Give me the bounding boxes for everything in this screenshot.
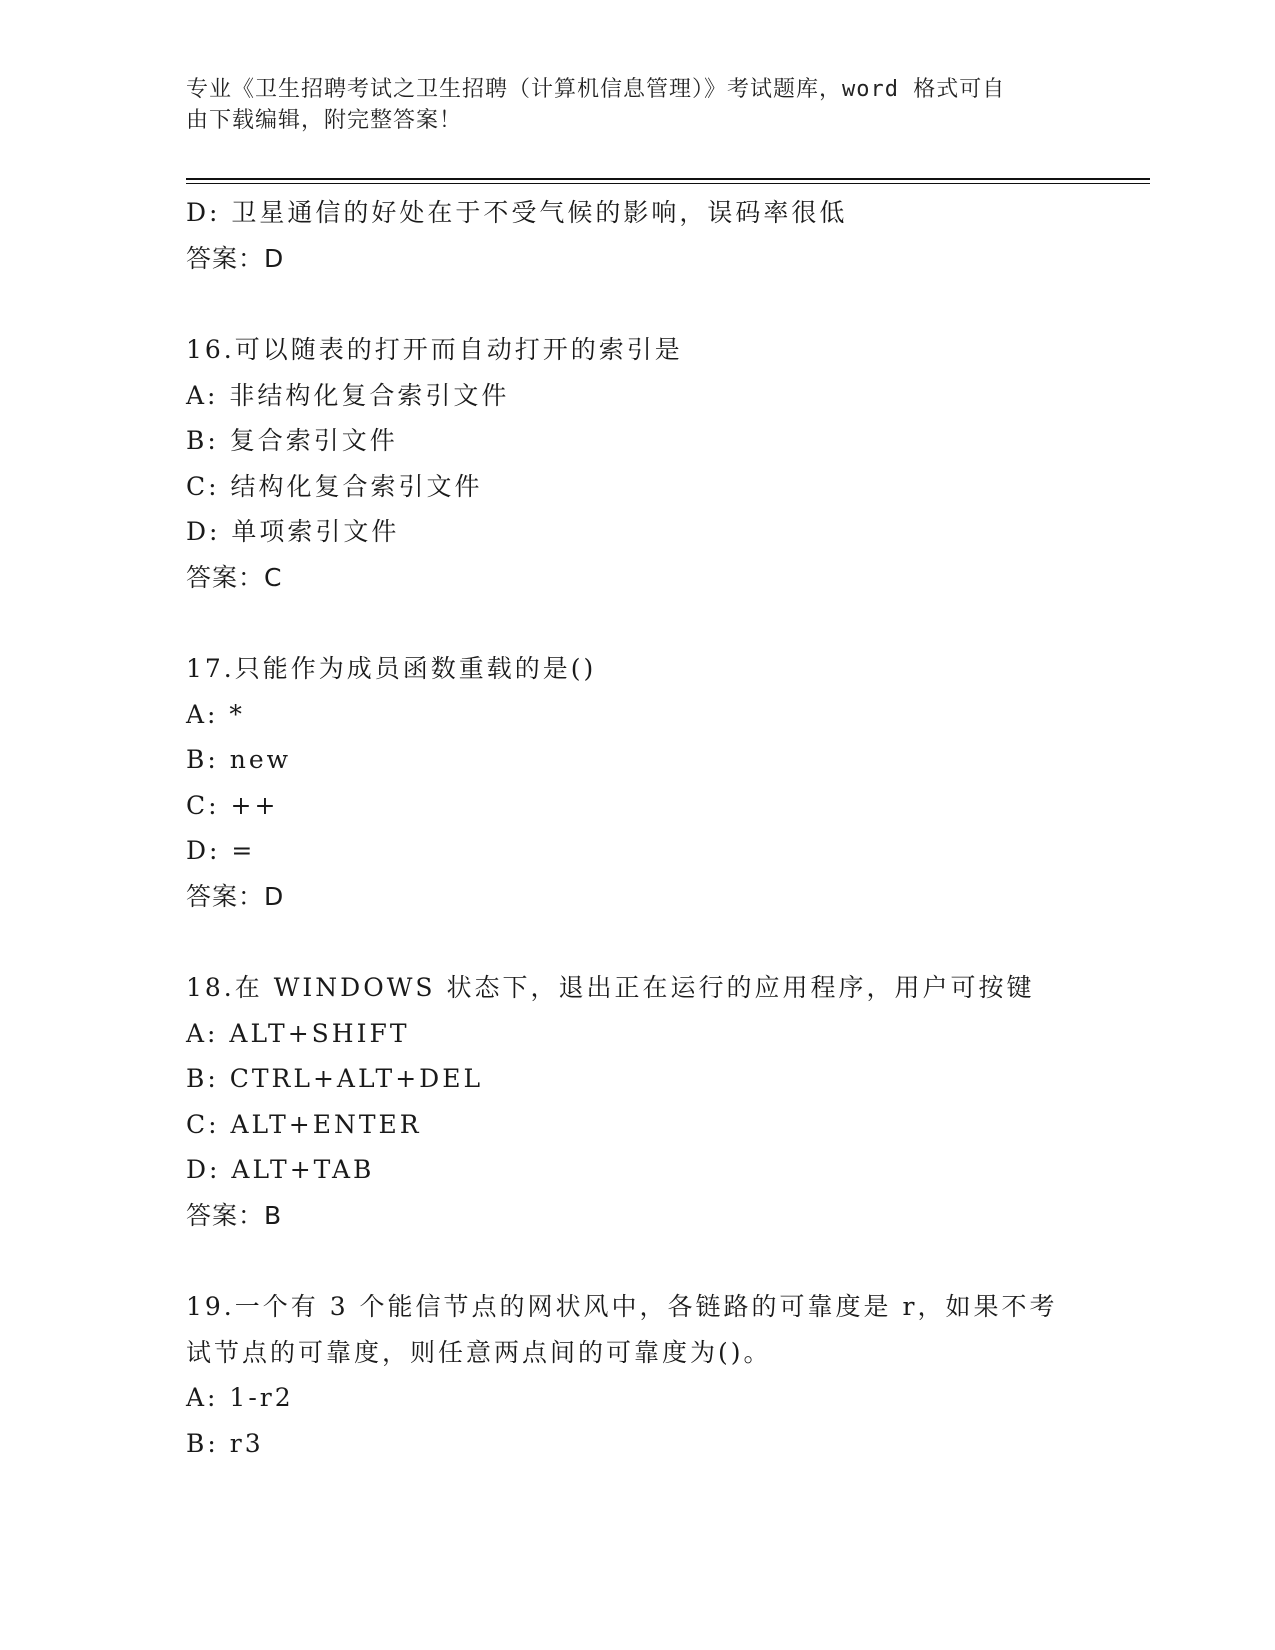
option-c: C: ALT+ENTER [186,1109,422,1139]
question-list [186,190,1086,1466]
question-18 [186,965,1086,1238]
option-d: D: = [186,836,256,865]
option-a: A: ALT+SHIFT [186,1018,410,1048]
question-stem: 17.只能作为成员函数重载的是() [186,654,597,683]
spacer [186,919,1086,965]
header-line-2: 由下载编辑，附完整答案！ [186,108,463,133]
document-header [186,74,1066,136]
spacer [186,281,1086,327]
header-line-1: 专业《卫生招聘考试之卫生招聘（计算机信息管理）》考试题库，word 格式可自 [186,77,1006,102]
header-divider-thick [186,178,1150,180]
question-17 [186,646,1086,919]
answer-line: 答案：D [186,243,285,273]
answer-line: 答案：D [186,881,285,911]
question-15-fragment [186,190,1086,281]
option-b: B: new [186,745,292,774]
option-d: D: 卫星通信的好处在于不受气候的影响，误码率很低 [186,198,848,227]
option-a: A: * [186,699,245,729]
answer-line: 答案：B [186,1200,283,1230]
question-stem: 18.在 WINDOWS 状态下，退出正在运行的应用程序，用户可按键 [186,973,1035,1002]
option-b: B: 复合索引文件 [186,426,398,455]
option-a: A: 1-r2 [186,1383,294,1412]
question-stem-line-1: 19.一个有 3 个能信节点的网状风中，各链路的可靠度是 r，如果不考 [186,1292,1058,1321]
question-stem: 16.可以随表的打开而自动打开的索引是 [186,335,683,364]
option-d: D: 单项索引文件 [186,517,400,546]
question-stem-line-2: 试节点的可靠度，则任意两点间的可靠度为()。 [186,1337,772,1367]
answer-line: 答案：C [186,562,283,592]
question-19 [186,1284,1086,1466]
option-a: A: 非结构化复合索引文件 [186,380,510,410]
option-c: C: ++ [186,790,279,820]
question-16 [186,327,1086,600]
header-divider-thin [186,183,1150,184]
spacer [186,1238,1086,1284]
option-c: C: 结构化复合索引文件 [186,471,483,501]
option-b: B: r3 [186,1428,264,1458]
spacer [186,600,1086,646]
option-d: D: ALT+TAB [186,1155,375,1184]
option-b: B: CTRL+ALT+DEL [186,1064,484,1093]
